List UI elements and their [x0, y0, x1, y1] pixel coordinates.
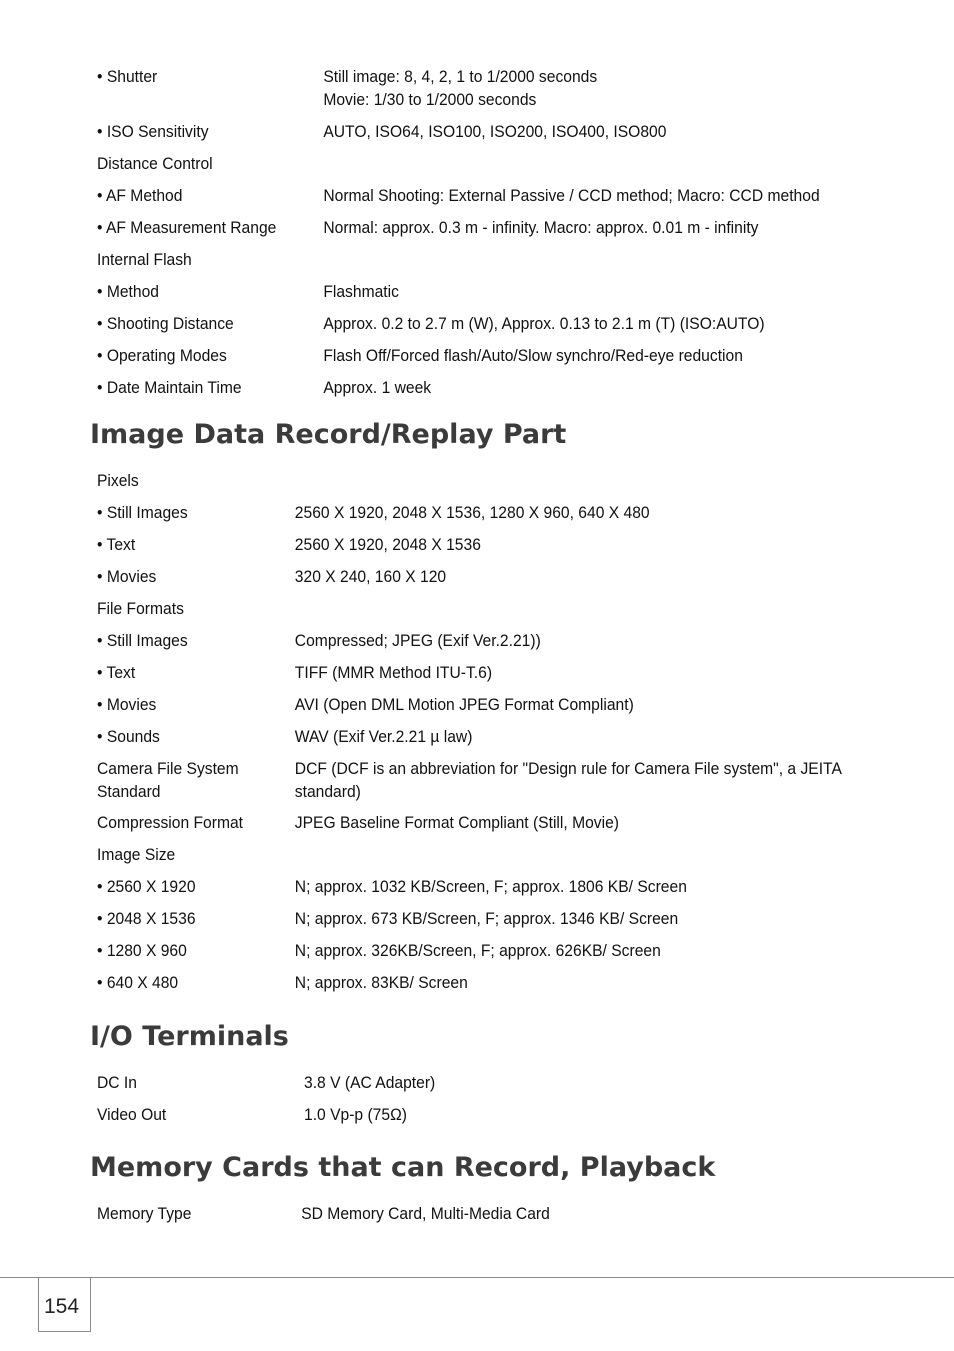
spec-row-date-maintain — [97, 376, 849, 408]
camera-spec-table — [97, 65, 914, 408]
spec-label: • Movies — [97, 567, 157, 586]
spec-label: • Shutter — [97, 67, 158, 86]
spec-label: Video Out — [97, 1105, 167, 1124]
spec-label: • Method — [97, 282, 159, 301]
spec-row-method — [97, 280, 849, 312]
spec-value: 2560 X 1920, 2048 X 1536, 1280 X 960, 640 X 480 — [294, 503, 650, 522]
spec-row-format-still — [97, 629, 849, 661]
spec-value: Still image: 8, 4, 2, 1 to 1/2000 seconds — [323, 67, 598, 86]
spec-value: Approx. 0.2 to 2.7 m (W), Approx. 0.13 to 2.1 m (T) (ISO:AUTO) — [323, 314, 765, 333]
spec-row-operating-modes — [97, 344, 849, 376]
page-number-box — [38, 1277, 91, 1332]
spec-label: • Still Images — [97, 503, 188, 522]
page-number: 154 — [44, 1295, 80, 1318]
spec-label: Camera File System — [97, 759, 239, 778]
spec-row-size-2560 — [97, 875, 849, 907]
spec-group-label: File Formats — [97, 599, 184, 618]
spec-value: JPEG Baseline Format Compliant (Still, Movie) — [294, 813, 619, 832]
spec-label: • AF Method — [97, 186, 183, 205]
spec-row-image-size — [97, 843, 849, 875]
spec-value: Normal: approx. 0.3 m - infinity. Macro: approx. 0.01 m - infinity — [323, 218, 759, 237]
spec-row-shutter — [97, 65, 849, 120]
spec-row-format-movies — [97, 693, 849, 725]
spec-value: DCF (DCF is an abbreviation for "Design rule for Camera File system", a JEITA — [294, 759, 842, 778]
spec-row-dc-in — [97, 1071, 849, 1103]
spec-label: • Date Maintain Time — [97, 378, 242, 397]
spec-value: Flash Off/Forced flash/Auto/Slow synchro/Red-eye reduction — [323, 346, 743, 365]
spec-value: N; approx. 83KB/ Screen — [294, 973, 468, 992]
spec-group-label: Distance Control — [97, 154, 213, 173]
spec-label: • Operating Modes — [97, 346, 227, 365]
spec-row-internal-flash — [97, 248, 849, 280]
spec-label: • ISO Sensitivity — [97, 122, 209, 141]
spec-label: • Text — [97, 663, 136, 682]
spec-value: 3.8 V (AC Adapter) — [304, 1073, 436, 1092]
section-heading-memory-cards: Memory Cards that can Record, Playback — [90, 1152, 716, 1183]
spec-label: • Movies — [97, 695, 157, 714]
spec-label: Memory Type — [97, 1204, 192, 1223]
spec-value: TIFF (MMR Method ITU-T.6) — [294, 663, 493, 682]
spec-value: Flashmatic — [323, 282, 399, 301]
spec-label: • 2048 X 1536 — [97, 909, 196, 928]
section-heading-image-data: Image Data Record/Replay Part — [90, 419, 567, 450]
memory-cards-table — [97, 1202, 914, 1234]
spec-value: Compressed; JPEG (Exif Ver.2.21)) — [294, 631, 541, 650]
spec-row-format-text — [97, 661, 849, 693]
spec-row-iso — [97, 120, 849, 152]
spec-value: 320 X 240, 160 X 120 — [294, 567, 447, 586]
spec-row-shooting-distance — [97, 312, 849, 344]
spec-row-size-640 — [97, 971, 849, 1003]
spec-value: N; approx. 326KB/Screen, F; approx. 626KB/ Screen — [294, 941, 661, 960]
spec-row-af-range — [97, 216, 849, 248]
spec-label: DC In — [97, 1073, 137, 1092]
spec-row-pixels-text — [97, 533, 849, 565]
spec-value: N; approx. 1032 KB/Screen, F; approx. 1806 KB/ Screen — [294, 877, 687, 896]
spec-value: 2560 X 1920, 2048 X 1536 — [294, 535, 481, 554]
spec-label: • Sounds — [97, 727, 160, 746]
spec-value: Approx. 1 week — [323, 378, 432, 397]
spec-label: • 1280 X 960 — [97, 941, 187, 960]
spec-value: 1.0 Vp-p (75Ω) — [304, 1105, 407, 1124]
spec-value: AVI (Open DML Motion JPEG Format Compliant) — [294, 695, 634, 714]
spec-row-compression-format — [97, 811, 849, 843]
spec-row-pixels-still — [97, 501, 849, 533]
io-terminals-table — [97, 1071, 914, 1135]
spec-label-line2: Standard — [97, 782, 161, 801]
spec-label: • Still Images — [97, 631, 188, 650]
image-data-table — [97, 469, 914, 1003]
footer-divider — [0, 1277, 954, 1278]
spec-value-line2: Movie: 1/30 to 1/2000 seconds — [323, 90, 537, 109]
spec-row-memory-type — [97, 1202, 849, 1234]
spec-label: • 2560 X 1920 — [97, 877, 196, 896]
spec-group-label: Pixels — [97, 471, 139, 490]
spec-label: • Shooting Distance — [97, 314, 234, 333]
spec-value: N; approx. 673 KB/Screen, F; approx. 1346 KB/ Screen — [294, 909, 679, 928]
spec-group-label: Image Size — [97, 845, 176, 864]
section-heading-io-terminals: I/O Terminals — [90, 1021, 289, 1052]
spec-label: • Text — [97, 535, 136, 554]
spec-value: SD Memory Card, Multi-Media Card — [301, 1204, 550, 1223]
spec-row-af-method — [97, 184, 849, 216]
spec-label: Compression Format — [97, 813, 244, 832]
spec-label: • 640 X 480 — [97, 973, 179, 992]
spec-row-video-out — [97, 1103, 849, 1135]
spec-row-camera-file-system — [97, 757, 849, 811]
spec-value: WAV (Exif Ver.2.21 µ law) — [294, 727, 473, 746]
spec-row-format-sounds — [97, 725, 849, 757]
spec-value: AUTO, ISO64, ISO100, ISO200, ISO400, ISO800 — [323, 122, 667, 141]
spec-label: • AF Measurement Range — [97, 218, 277, 237]
spec-row-distance-control — [97, 152, 849, 184]
spec-value: Normal Shooting: External Passive / CCD method; Macro: CCD method — [323, 186, 820, 205]
spec-row-pixels-movies — [97, 565, 849, 597]
spec-row-pixels — [97, 469, 849, 501]
spec-row-size-1280 — [97, 939, 849, 971]
spec-row-size-2048 — [97, 907, 849, 939]
spec-value-line2: standard) — [294, 782, 361, 801]
spec-row-file-formats — [97, 597, 849, 629]
spec-group-label: Internal Flash — [97, 250, 192, 269]
